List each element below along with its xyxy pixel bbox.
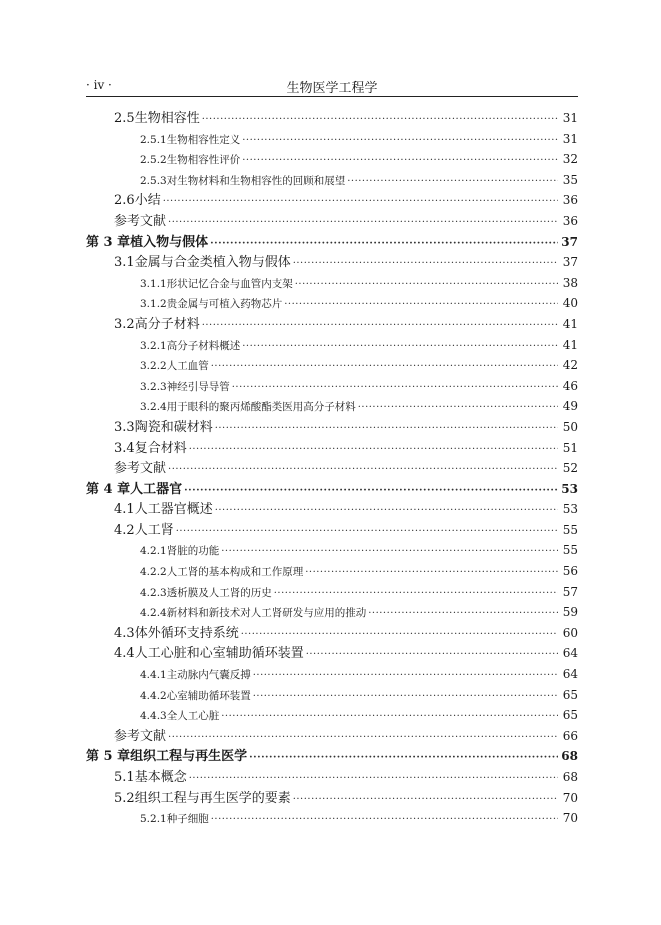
toc-entry-title: 用于眼科的聚丙烯酸酯类医用高分子材料 — [166, 401, 356, 414]
dot-leader — [215, 501, 558, 522]
toc-entry-title: 贵金属与可植入药物芯片 — [166, 298, 283, 311]
toc-entry-title: 人工肾 — [134, 522, 174, 538]
toc-entry-number: 4.2.3 — [140, 586, 167, 599]
toc-entry-page: 64 — [562, 667, 578, 682]
toc-entry-section — [86, 643, 578, 664]
toc-entry-section — [86, 314, 578, 335]
dot-leader — [168, 728, 558, 749]
toc-entry-page: 37 — [561, 234, 578, 249]
toc-entry-title: 肾脏的功能 — [166, 545, 220, 558]
dot-leader — [306, 645, 558, 666]
toc-entry-page: 50 — [562, 419, 578, 434]
toc-entry-section — [86, 767, 578, 788]
toc-entry-number: 第 5 章 — [86, 749, 131, 765]
toc-entry-title: 金属与合金类植入物与假体 — [134, 255, 291, 271]
dot-leader — [184, 481, 558, 502]
toc-entry-page: 49 — [562, 399, 578, 414]
toc-entry-number: 3.1.1 — [140, 277, 167, 290]
toc-entry-number: 3.3 — [114, 419, 135, 435]
dot-leader — [215, 419, 558, 440]
toc-entry-number: 3.4 — [114, 440, 135, 456]
toc-entry-title: 高分子材料概述 — [166, 339, 241, 352]
toc-entry-number: 5.2 — [114, 790, 135, 806]
toc-entry-page: 36 — [562, 213, 578, 228]
toc-entry-section — [86, 190, 578, 211]
toc-entry-sub — [86, 129, 578, 150]
toc-entry-title: 高分子材料 — [134, 316, 200, 332]
toc-entry-title: 体外循环支持系统 — [134, 625, 239, 641]
toc-entry-number: 3.2.1 — [140, 339, 167, 352]
toc-entry-title: 陶瓷和碳材料 — [134, 419, 213, 435]
toc-entry-ref — [86, 458, 578, 479]
toc-entry-title: 生物相容性定义 — [166, 133, 241, 146]
toc-entry-section — [86, 520, 578, 541]
toc-entry-page: 41 — [562, 337, 578, 352]
toc-entry-number: 4.4.3 — [140, 710, 167, 723]
toc-entry-chapter — [86, 746, 578, 767]
dot-leader — [189, 440, 558, 461]
dot-leader — [221, 542, 558, 563]
toc-entry-page: 41 — [562, 316, 578, 331]
toc-entry-page: 65 — [562, 708, 578, 723]
toc-entry-title: 复合材料 — [134, 440, 187, 456]
dot-leader — [293, 790, 558, 811]
dot-leader — [284, 295, 558, 316]
toc-entry-title: 小结 — [134, 193, 161, 209]
toc-entry-page: 68 — [562, 770, 578, 784]
toc-entry-title: 人工肾的基本构成和工作原理 — [166, 566, 304, 579]
page-marker: · iv · — [86, 78, 112, 92]
dot-leader — [305, 563, 558, 584]
toc-entry-title: 人工器官 — [130, 481, 183, 497]
toc-entry-sub — [86, 293, 578, 314]
dot-leader — [253, 687, 558, 708]
toc-entry-title: 种子细胞 — [166, 813, 209, 826]
toc-entry-page: 35 — [562, 172, 578, 187]
toc-entry-number: 4.3 — [114, 625, 135, 641]
toc-entry-number: 3.1 — [114, 255, 135, 271]
toc-entry-title: 组织工程与再生医学的要素 — [134, 790, 291, 806]
dot-leader — [168, 213, 558, 234]
dot-leader — [293, 254, 558, 275]
toc-entry-sub — [86, 808, 578, 829]
toc-entry-number: 4.2.2 — [140, 566, 167, 579]
dot-leader — [210, 234, 558, 255]
toc-entry-section — [86, 417, 578, 438]
toc-entry-sub — [86, 335, 578, 356]
toc-entry-number: 2.5.1 — [140, 133, 167, 146]
dot-leader — [242, 131, 558, 152]
toc-entry-number: 4.4 — [114, 646, 135, 662]
toc-entry-title: 生物相容性评价 — [166, 154, 241, 167]
toc-entry-number: 3.2 — [114, 316, 135, 332]
toc-entry-page: 70 — [562, 790, 578, 805]
toc-entry-title: 组织工程与再生医学 — [130, 749, 248, 765]
dot-leader — [232, 378, 558, 399]
toc-entry-number: 4.1 — [114, 502, 135, 518]
toc-entry-number: 3.2.2 — [140, 360, 167, 373]
toc-entry-number: 5.1 — [114, 770, 135, 785]
toc-entry-title: 人工血管 — [166, 360, 209, 373]
dot-leader — [295, 275, 558, 296]
toc-entry-sub — [86, 170, 578, 191]
toc-entry-sub — [86, 664, 578, 685]
toc-entry-page: 57 — [562, 584, 578, 599]
toc-entry-number: 第 4 章 — [86, 481, 131, 497]
toc-entry-number: 3.2.3 — [140, 380, 167, 393]
toc-entry-title: 透析膜及人工肾的历史 — [166, 586, 272, 599]
toc-entry-chapter — [86, 232, 578, 253]
toc-entry-sub — [86, 355, 578, 376]
toc-entry-page: 46 — [562, 378, 578, 393]
toc-entry-number: 4.2.1 — [140, 545, 167, 558]
dot-leader — [211, 810, 558, 831]
toc-entry-page: 55 — [562, 543, 578, 558]
dot-leader — [189, 769, 558, 790]
toc-entry-number: 第 3 章 — [86, 234, 131, 250]
toc-entry-number: 5.2.1 — [140, 813, 167, 826]
toc-entry-page: 40 — [562, 296, 578, 311]
toc-entry-section — [86, 788, 578, 809]
toc-entry-chapter — [86, 479, 578, 500]
dot-leader — [249, 748, 558, 769]
toc-entry-ref — [86, 211, 578, 232]
toc-entry-title: 植入物与假体 — [130, 234, 209, 250]
toc-entry-section — [86, 252, 578, 273]
toc-entry-sub — [86, 273, 578, 294]
toc-entry-title: 神经引导导管 — [166, 380, 230, 393]
toc-entry-title: 形状记忆合金与血管内支架 — [166, 277, 293, 290]
toc-entry-page: 53 — [562, 502, 578, 517]
dot-leader — [358, 398, 558, 419]
toc-entry-title: 参考文献 — [114, 213, 167, 229]
toc-entry-number: 2.6 — [114, 193, 135, 209]
toc-entry-title: 生物相容性 — [134, 111, 200, 126]
running-header — [86, 76, 578, 97]
toc-entry-sub — [86, 582, 578, 603]
toc-entry-page: 38 — [562, 275, 578, 290]
toc-entry-sub — [86, 685, 578, 706]
table-of-contents — [86, 108, 578, 829]
dot-leader — [202, 316, 558, 337]
toc-entry-number: 4.2 — [114, 522, 135, 538]
dot-leader — [202, 110, 558, 131]
toc-entry-page: 32 — [562, 152, 578, 167]
toc-entry-page: 31 — [562, 131, 578, 146]
dot-leader — [368, 604, 558, 625]
dot-leader — [163, 192, 558, 213]
toc-entry-title: 心室辅助循环装置 — [166, 689, 251, 702]
toc-entry-page: 68 — [561, 749, 578, 764]
toc-entry-number: 2.5 — [114, 111, 135, 126]
toc-entry-page: 56 — [562, 564, 578, 579]
toc-entry-section — [86, 623, 578, 644]
dot-leader — [168, 460, 558, 481]
toc-entry-title: 参考文献 — [114, 461, 167, 477]
toc-entry-sub — [86, 561, 578, 582]
toc-entry-sub — [86, 705, 578, 726]
toc-entry-title: 新材料和新技术对人工肾研发与应用的推动 — [166, 607, 367, 620]
toc-entry-page: 66 — [562, 728, 578, 743]
toc-entry-page: 31 — [562, 111, 578, 125]
dot-leader — [242, 151, 558, 172]
toc-entry-title: 全人工心脏 — [166, 710, 220, 723]
toc-entry-section — [86, 499, 578, 520]
dot-leader — [176, 522, 558, 543]
toc-entry-page: 64 — [562, 646, 578, 661]
toc-entry-page: 51 — [562, 440, 578, 455]
toc-entry-sub — [86, 602, 578, 623]
toc-entry-number: 4.4.1 — [140, 669, 167, 682]
dot-leader — [221, 707, 558, 728]
toc-entry-number: 4.4.2 — [140, 689, 167, 702]
dot-leader — [347, 172, 558, 193]
toc-entry-sub — [86, 149, 578, 170]
book-title: 生物医学工程学 — [286, 81, 378, 96]
toc-entry-page: 37 — [562, 255, 578, 270]
toc-entry-number: 4.2.4 — [140, 607, 167, 620]
dot-leader — [253, 666, 558, 687]
toc-entry-page: 42 — [562, 358, 578, 373]
toc-entry-number: 2.5.3 — [140, 174, 167, 187]
toc-entry-title: 主动脉内气囊反搏 — [166, 669, 251, 682]
dot-leader — [242, 337, 558, 358]
toc-entry-sub — [86, 396, 578, 417]
toc-entry-section — [86, 438, 578, 459]
toc-entry-page: 52 — [562, 461, 578, 476]
toc-entry-page: 70 — [562, 811, 578, 826]
toc-entry-number: 3.2.4 — [140, 401, 167, 414]
toc-entry-title: 人工器官概述 — [134, 502, 213, 518]
toc-entry-page: 65 — [562, 687, 578, 702]
dot-leader — [241, 625, 558, 646]
toc-entry-page: 55 — [562, 522, 578, 537]
toc-entry-sub — [86, 540, 578, 561]
toc-entry-title: 基本概念 — [134, 770, 187, 785]
toc-entry-title: 人工心脏和心室辅助循环装置 — [134, 646, 304, 662]
toc-entry-sub — [86, 376, 578, 397]
toc-entry-title: 参考文献 — [114, 728, 167, 744]
toc-entry-title: 对生物材料和生物相容性的回顾和展望 — [166, 174, 346, 187]
toc-entry-page: 60 — [562, 625, 578, 640]
toc-entry-ref — [86, 726, 578, 747]
toc-entry-number: 2.5.2 — [140, 154, 167, 167]
toc-entry-page: 53 — [561, 481, 578, 496]
dot-leader — [211, 357, 558, 378]
toc-entry-section — [86, 108, 578, 129]
toc-entry-page: 36 — [562, 193, 578, 208]
toc-entry-page: 59 — [562, 605, 578, 620]
toc-entry-number: 3.1.2 — [140, 298, 167, 311]
dot-leader — [274, 584, 558, 605]
